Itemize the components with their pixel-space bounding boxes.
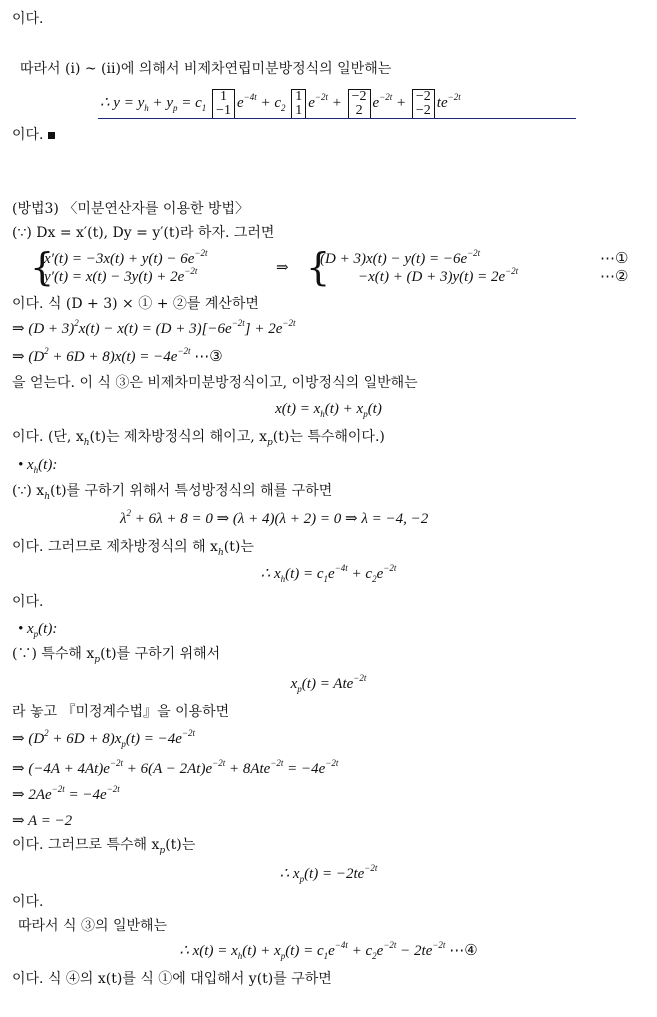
underline-rule (98, 118, 576, 119)
text-line: 이다. 식 (D + 3) × ① + ②를 계산하면 (12, 296, 259, 312)
general-solution-equation: ∴ $y = y_h + y_p = c_1$ 1 −1 $e^{-4t} + c_2$ 1 1 $e^{-2t}$ + −2 2 $e^{-2t}$ + −2 −2 $te^{-2t}$ (100, 88, 461, 118)
equation: ⇒ $(-4A + 4At)e^{-2t} + 6(A - 2At)e^{-2t} + 8Ate^{-2t} = -4e^{-2t}$ (12, 758, 339, 777)
equation: $-x(t) + (D + 3)y(t) = 2e^{-2t}$ (358, 266, 519, 285)
equation: ⇒ $(D^2 + 6D + 8)x_p(t) = -4e^{-2t}$ (12, 728, 196, 749)
text-line: 이다. 식 ④의 x(t)를 식 ①에 대입해서 y(t)를 구하면 (12, 971, 332, 987)
equation: $x(t) = x_h(t) + x_p(t)$ (275, 401, 382, 419)
text-line: 따라서 식 ③의 일반해는 (18, 918, 168, 934)
equation: ∴ $x_p(t) = -2te^{-2t}$ (279, 863, 378, 884)
text-line: 이다. (단, $x_h(t)$는 제차방정식의 해이고, $x_p(t)$는 특수해이다.) (12, 429, 385, 448)
text-line: 이다. 그러므로 제차방정식의 해 $x_h(t)$는 (12, 539, 254, 558)
text-line: (∵) 특수해 $x_p(t)$를 구하기 위해서 (12, 646, 221, 665)
equation: ∴ $x(t) = x_h(t) + x_p(t) = c_1e^{-4t} + c_2e^{-2t} - 2te^{-2t}$ ⋯④ (179, 940, 478, 961)
equation: $x_p(t) = Ate^{-2t}$ (290, 673, 367, 694)
text-line: 을 얻는다. 이 식 ③은 비제차미분방정식이고, 이방정식의 일반해는 (12, 375, 418, 391)
text-line: 라 놓고 『미정계수법』을 이용하면 (12, 704, 230, 720)
equation: ⇒ $(D + 3)^2x(t) - x(t) = (D + 3)[-6e^{-2t}] + 2e^{-2t}$ (12, 318, 296, 337)
equation: ⇒ A = −2 (12, 813, 73, 829)
text-line: 이다. (12, 894, 44, 910)
text-line: (∵) $x_h(t)$를 구하기 위해서 특성방정식의 해를 구하면 (12, 483, 333, 502)
equation: $\lambda^2 + 6\lambda + 8 = 0$ ⇒ (λ + 4)(λ + 2) = 0 ⇒ λ = −4, −2 (120, 508, 429, 527)
equation-tag: ⋯② (600, 269, 629, 285)
equation: ⇒ $2Ae^{-2t} = -4e^{-2t}$ (12, 784, 120, 803)
text-line: 이다. (12, 126, 55, 144)
equation: ⇒ $(D^2 + 6D + 8)x(t) = -4e^{-2t}$ ⋯③ (12, 346, 223, 365)
left-brace: { (306, 245, 331, 289)
equation: $x'(t) = -3x(t) + y(t) - 6e^{-2t}$ (44, 248, 208, 267)
text-line: 이다. (12, 594, 44, 610)
text-line: 따라서 (i) ~ (ii)에 의해서 비제차연립미분방정식의 일반해는 (20, 61, 392, 77)
column-vector: −2 2 (348, 89, 371, 119)
bullet-item: • $x_h(t)$: (18, 457, 58, 475)
text-line: 이다. (12, 11, 44, 27)
column-vector: 1 1 (291, 89, 306, 119)
arrow: ⇒ (276, 260, 289, 276)
column-vector: −2 −2 (412, 89, 435, 119)
qed-square-icon (48, 132, 55, 139)
equation-tag: ⋯① (600, 251, 629, 267)
text-line: 이다. 그러므로 특수해 $x_p(t)$는 (12, 837, 196, 856)
equation: $(D + 3)x(t) - y(t) = -6e^{-2t}$ (320, 248, 481, 267)
text-line: (∵) Dx = x′(t), Dy = y′(t)라 하자. 그러면 (12, 225, 275, 241)
equation: ∴ $x_h(t) = c_1e^{-4t} + c_2e^{-2t}$ (260, 563, 397, 584)
column-vector: 1 −1 (212, 89, 235, 119)
left-brace: { (30, 245, 55, 289)
section-heading: (방법3) 〈미분연산자를 이용한 방법〉 (12, 201, 249, 217)
bullet-item: • $x_p(t)$: (18, 621, 58, 639)
equation: $y'(t) = x(t) - 3y(t) + 2e^{-2t}$ (44, 266, 198, 285)
